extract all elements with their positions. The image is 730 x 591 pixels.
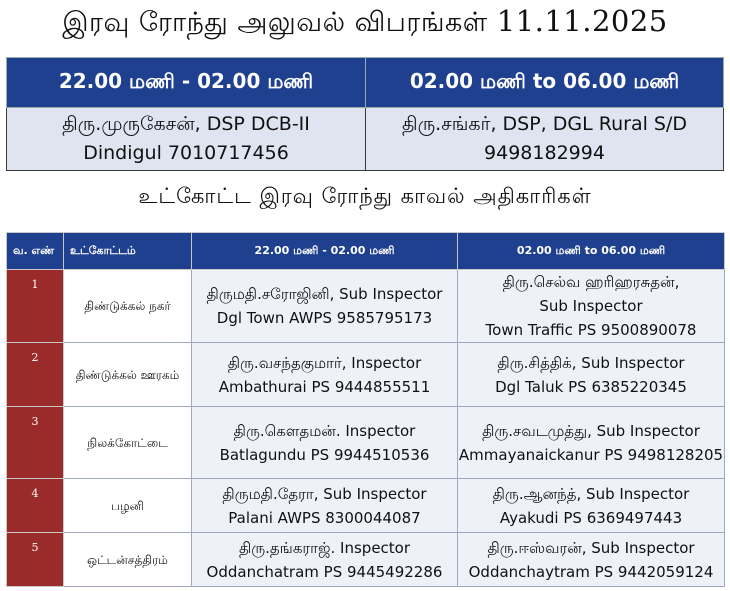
officer-name: திரு.ஆனந்த், Sub Inspector: [492, 484, 690, 503]
row-shift1-officer: [192, 343, 458, 407]
officer-contact: Palani AWPS 8300044087: [228, 508, 421, 527]
row-area: ஒட்டன்சத்திரம்: [64, 533, 192, 587]
officer-contact: Ammayanaickanur PS 9498128205: [458, 445, 724, 464]
dsp-officers-table: [6, 57, 724, 171]
header-shift2: 02.00 மணி to 06.00 மணி: [458, 233, 725, 270]
row-number: 3: [7, 407, 64, 479]
row-shift2-officer: [458, 407, 725, 479]
row-shift1-officer: [192, 270, 458, 343]
officer-name: திரு.கௌதமன். Inspector: [233, 421, 416, 440]
row-shift1-officer: [192, 533, 458, 587]
title-date: 11.11.2025: [496, 4, 668, 38]
table-row: [7, 343, 725, 407]
row-shift1-officer: [192, 479, 458, 533]
officer-name: திரு.சவடமுத்து, Sub Inspector: [482, 421, 700, 440]
officer-contact: Dgl Town AWPS 9585795173: [216, 309, 433, 327]
header-sno: வ. எண்: [7, 233, 64, 270]
officer-name: திருமதி.தேரா, Sub Inspector: [222, 484, 427, 503]
dsp-shift2-contact: 9498182994: [484, 142, 605, 164]
officer-contact: Ayakudi PS 6369497443: [499, 508, 683, 527]
officer-name: திரு.சித்திக், Sub Inspector: [497, 353, 685, 372]
officer-name: திருமதி.சரோஜினி, Sub Inspector: [206, 285, 443, 303]
officer-name: திரு.செல்வ ஹரிஹரசுதன்,: [502, 273, 680, 291]
row-area: திண்டுக்கல் ஊரகம்: [64, 343, 192, 407]
dsp-shift1-name: திரு.முருகேசன், DSP DCB-II: [62, 113, 310, 135]
officer-name: திரு.வசந்தகுமார், Inspector: [227, 353, 422, 372]
dsp-shift2-cell: [366, 108, 724, 171]
dsp-shift2-header: 02.00 மணி to 06.00 மணி: [366, 58, 724, 108]
officer-name: திரு.தங்கராஜ். Inspector: [238, 538, 411, 557]
table-row: [7, 407, 725, 479]
subdivision-officers-table: [6, 232, 725, 587]
header-shift1: 22.00 மணி - 02.00 மணி: [192, 233, 458, 270]
officer-contact: Town Traffic PS 9500890078: [485, 321, 697, 339]
dsp-shift1-header: 22.00 மணி - 02.00 மணி: [7, 58, 366, 108]
row-shift2-officer: [458, 479, 725, 533]
row-area: திண்டுக்கல் நகர்: [64, 270, 192, 343]
row-number: 4: [7, 479, 64, 533]
table-header-row: [7, 233, 725, 270]
row-shift1-officer: [192, 407, 458, 479]
dsp-shift1-cell: [7, 108, 366, 171]
page-title: [0, 4, 730, 40]
header-area: உட்கோட்டம்: [64, 233, 192, 270]
row-shift2-officer: [458, 343, 725, 407]
title-text: இரவு ரோந்து அலுவல் விபரங்கள்: [62, 7, 488, 38]
row-number: 1: [7, 270, 64, 343]
officer-contact: Dgl Taluk PS 6385220345: [495, 377, 687, 396]
officer-contact: Ambathurai PS 9444855511: [218, 377, 431, 396]
row-area: நிலக்கோட்டை: [64, 407, 192, 479]
officer-contact: Oddanchaytram PS 9442059124: [468, 562, 714, 581]
row-shift2-officer: [458, 270, 725, 343]
dsp-shift2-name: திரு.சங்கர், DSP, DGL Rural S/D: [402, 113, 687, 135]
officer-rank: Sub Inspector: [539, 297, 643, 315]
row-area: பழனி: [64, 479, 192, 533]
table-row: [7, 479, 725, 533]
table-row: [7, 270, 725, 343]
row-shift2-officer: [458, 533, 725, 587]
row-number: 2: [7, 343, 64, 407]
section-subtitle: உட்கோட்ட இரவு ரோந்து காவல் அதிகாரிகள்: [138, 184, 592, 208]
officer-contact: Batlagundu PS 9944510536: [219, 445, 430, 464]
officer-contact: Oddanchatram PS 9445492286: [206, 562, 443, 581]
row-number: 5: [7, 533, 64, 587]
dsp-shift1-contact: Dindigul 7010717456: [83, 142, 289, 164]
officer-name: திரு.ஈஸ்வரன், Sub Inspector: [487, 538, 695, 557]
table-row: [7, 533, 725, 587]
